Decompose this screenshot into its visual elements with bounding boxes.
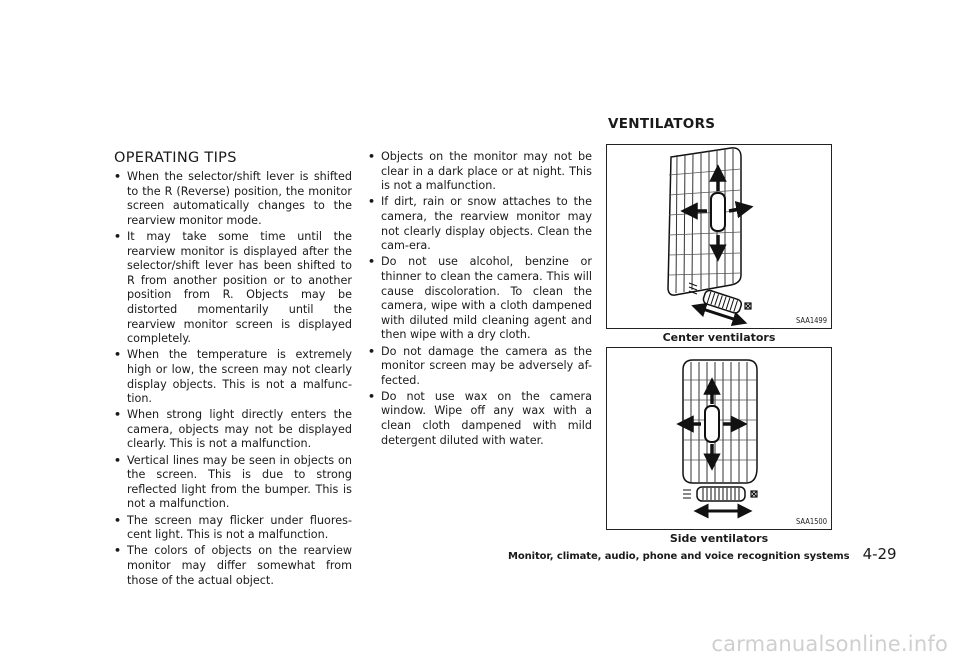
left-column: [114, 150, 352, 590]
figure-caption: Center ventilators: [662, 331, 776, 344]
list-item: [114, 408, 352, 452]
side-ventilators-figure: [606, 347, 832, 530]
page-number: 4-29: [862, 545, 897, 563]
bullet-dot: •: [114, 453, 122, 467]
list-item-text: Do not use wax on the camera window. Wipe off any wax with a clean cloth dampened with mild detergent diluted with water.: [381, 389, 592, 447]
bullet-dot: •: [114, 170, 122, 183]
list-item-text: If dirt, rain or snow attaches to the camera, the rearview monitor may not clearly display objects. Clean the cam-era.: [381, 195, 592, 253]
list-item: [114, 170, 352, 228]
side-vent-illustration: [607, 348, 831, 529]
list-item-text: Vertical lines may be seen in objects on the screen. This is due to strong reflected light from the bumper. This is not a malfunction.: [127, 453, 352, 511]
bullet-dot: •: [368, 255, 376, 269]
bullet-dot: •: [114, 229, 122, 243]
list-item: [114, 454, 352, 512]
list-item: [368, 150, 592, 194]
list-item: [368, 390, 592, 448]
list-item-text: Objects on the monitor may not be clear in a dark place or at night. This is not a malfunction.: [381, 150, 592, 193]
bullet-dot: •: [114, 544, 122, 558]
figure-code: SAA1499: [795, 316, 827, 325]
operating-tips-list: [114, 170, 352, 588]
bullet-dot: •: [114, 513, 122, 527]
camera-tips-list: [368, 150, 592, 448]
bullet-dot: •: [368, 389, 376, 403]
list-item-text: When the temperature is extremely high or low, the screen may not clearly display objects. This is not a malfunc-tion.: [127, 348, 352, 406]
bullet-dot: •: [368, 195, 376, 209]
list-item: [114, 544, 352, 588]
list-item: [114, 514, 352, 543]
bullet-dot: •: [368, 150, 376, 163]
list-item-text: The screen may flicker under fluores-cent light. This is not a malfunction.: [127, 513, 352, 542]
list-item-text: When strong light directly enters the camera, objects may not be displayed clearly. This is not a malfunction.: [127, 408, 352, 451]
bullet-dot: •: [114, 408, 122, 422]
middle-column: [368, 150, 592, 450]
center-ventilators-figure: [606, 144, 832, 329]
right-column: [606, 116, 832, 548]
footer-section-title: Monitor, climate, audio, phone and voice recognition systems: [508, 551, 850, 562]
section-heading-ventilators: VENTILATORS: [608, 116, 716, 132]
list-item: [368, 255, 592, 343]
watermark: carmanualsonline.info: [711, 632, 948, 656]
section-heading-operating-tips: OPERATING TIPS: [114, 150, 237, 166]
list-item: [368, 195, 592, 253]
figure-caption: Side ventilators: [669, 532, 769, 545]
figure-code: SAA1500: [795, 517, 827, 526]
list-item-text: It may take some time until the rearview monitor is displayed after the selector/shift lever has been shifted to R from another position or to another position from R. Objects may be distorted momentarily until the rearview monitor screen is displayed completely.: [127, 229, 352, 346]
list-item-text: The colors of objects on the rearview monitor may differ somewhat from those of the actual object.: [127, 544, 352, 587]
list-item-text: Do not damage the camera as the monitor screen may be adversely af-fected.: [381, 344, 592, 387]
list-item: [368, 345, 592, 389]
center-vent-illustration: [607, 145, 831, 328]
bullet-dot: •: [368, 344, 376, 358]
page-footer: [508, 544, 897, 563]
list-item-text: When the selector/shift lever is shifted to the R (Reverse) position, the monitor screen automatically changes to the rearview monitor mode.: [127, 170, 352, 227]
list-item: [114, 230, 352, 347]
list-item: [114, 348, 352, 406]
bullet-dot: •: [114, 348, 122, 362]
list-item-text: Do not use alcohol, benzine or thinner to clean the camera. This will cause discoloration. To clean the camera, wipe with a cloth dampened with diluted mild cleaning agent and then wipe with a dry cloth.: [381, 255, 592, 342]
